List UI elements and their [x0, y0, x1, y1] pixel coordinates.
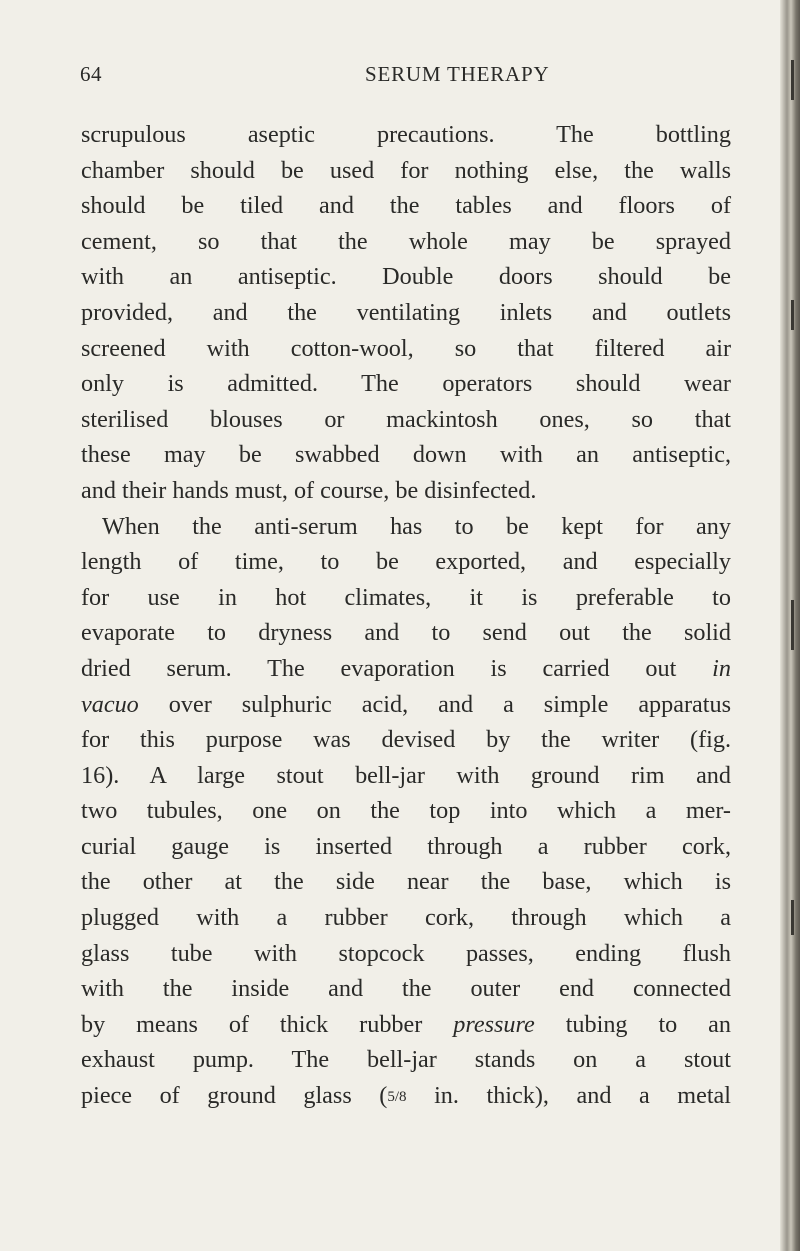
- text-line: glass tube with stopcock passes, ending flush: [81, 939, 731, 967]
- text-line: 16). A large stout bell-jar with ground rim and: [81, 761, 731, 789]
- text-line: exhaust pump. The bell-jar stands on a stout: [81, 1046, 731, 1074]
- text-line: cement, so that the whole may be sprayed: [81, 227, 731, 255]
- text-segment: tubing to an: [565, 1010, 732, 1038]
- text-line: [81, 651, 731, 687]
- text-line: [81, 687, 731, 723]
- text-line: provided, and the ventilating inlets and outlets: [81, 298, 731, 326]
- running-head: SERUM THERAPY: [365, 62, 550, 86]
- text-line: evaporate to dryness and to send out the solid: [81, 619, 731, 647]
- text-line: curial gauge is inserted through a rubber cork,: [81, 832, 731, 860]
- text-line: scrupulous aseptic precautions. The bottling: [81, 121, 731, 148]
- text-line: only is admitted. The operators should wear: [81, 370, 731, 398]
- text-segment: over sulphuric acid, and a simple apparatus: [168, 690, 731, 718]
- italic-text: pressure: [453, 1010, 535, 1038]
- text-line: with an antiseptic. Double doors should be: [81, 263, 731, 291]
- text-line: [81, 1078, 731, 1114]
- fraction: 5/8: [387, 1089, 407, 1106]
- body-text: [81, 117, 731, 1114]
- spine-shadow: [791, 600, 794, 650]
- text-segment: by means of thick rubber: [81, 1010, 423, 1038]
- text-line: with the inside and the outer end connected: [81, 975, 731, 1003]
- spine-shadow: [791, 900, 794, 935]
- spine-shadow: [791, 300, 794, 330]
- text-line: and their hands must, of course, be disinfected.: [81, 476, 537, 504]
- text-segment: piece of ground glass (: [81, 1082, 388, 1110]
- text-line: two tubules, one on the top into which a mer-: [81, 797, 731, 825]
- text-line: screened with cotton-wool, so that filtered air: [81, 334, 731, 362]
- text-line: these may be swabbed down with an antiseptic,: [81, 441, 731, 469]
- page-header: [80, 62, 740, 92]
- page-number: 64: [80, 62, 102, 86]
- text-segment: in. thick), and a metal: [406, 1082, 731, 1110]
- italic-text: vacuo: [81, 690, 139, 718]
- text-line: length of time, to be exported, and especially: [81, 548, 731, 576]
- text-line: the other at the side near the base, which is: [81, 868, 731, 896]
- text-line: for this purpose was devised by the writer (fig.: [81, 726, 731, 754]
- text-line: should be tiled and the tables and floors of: [81, 192, 731, 220]
- text-segment: dried serum. The evaporation is carried out: [81, 654, 677, 682]
- text-line: sterilised blouses or mackintosh ones, so that: [81, 405, 731, 433]
- italic-text: in: [712, 654, 731, 682]
- text-line: [81, 1007, 731, 1043]
- text-line: chamber should be used for nothing else, the walls: [81, 156, 731, 184]
- text-line: plugged with a rubber cork, through which a: [81, 904, 731, 932]
- spine-shadow: [791, 60, 794, 100]
- book-spine-edge: [780, 0, 800, 1251]
- text-line: for use in hot climates, it is preferable to: [81, 583, 731, 611]
- text-line: When the anti-serum has to be kept for any: [102, 512, 731, 540]
